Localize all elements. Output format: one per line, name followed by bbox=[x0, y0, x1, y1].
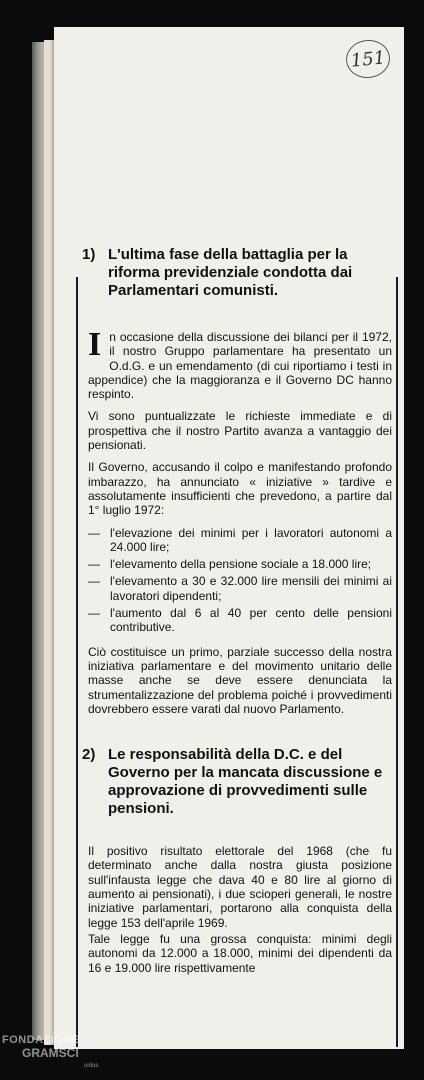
section-1-paragraph-3: Il Governo, accusando il colpo e manifestando profondo imbarazzo, ha annunciato « iniziative » tardive e assolutamente insufficienti che prevedono, a partire dal 1° luglio 1972: bbox=[88, 460, 392, 518]
list-item bbox=[88, 574, 392, 603]
section-1-paragraph-2: Vi sono puntualizzate le richieste immediate e di prospettiva che il nostro Partito avanza a vantaggio dei pensionati. bbox=[88, 409, 392, 453]
section-2-title: Le responsabilità della D.C. e del Governo per la mancata discussione e approvazione di provvedimenti sulle pensioni. bbox=[108, 746, 383, 818]
list-item bbox=[88, 526, 392, 555]
right-column-rule bbox=[396, 277, 398, 1047]
watermark-line-2: GRAMSCI bbox=[22, 1046, 79, 1060]
list-item bbox=[88, 557, 392, 571]
list-item-text: l'aumento dal 6 al 40 per cento delle pensioni contributive. bbox=[110, 606, 392, 635]
section-2-paragraph-2: Tale legge fu una grossa conquista: minimi degli autonomi da 12.000 a 18.000, minimi dei dipendenti da 16 e 19.000 lire rispettivamente bbox=[88, 931, 392, 975]
list-item-text: l'elevamento a 30 e 32.000 lire mensili dei minimi ai lavoratori dipendenti; bbox=[110, 574, 392, 603]
list-dash: — bbox=[88, 574, 100, 589]
list-dash: — bbox=[88, 525, 100, 540]
measures-list bbox=[88, 526, 392, 635]
drop-cap: I bbox=[88, 326, 102, 363]
section-2-body bbox=[88, 844, 392, 975]
section-1-paragraph-4: Ciò costituisce un primo, parziale successo della nostra iniziativa parlamentare e del movimento unitario delle masse anche se deve essere denunciata la strumentalizzazione del problema poiché i provvedimenti dovrebbero essere varati dal nuovo Parlamento. bbox=[88, 644, 392, 716]
section-2-heading bbox=[82, 746, 392, 818]
page-number-stamp: 151 bbox=[344, 38, 392, 80]
list-dash: — bbox=[88, 606, 100, 621]
document-page bbox=[54, 27, 404, 1049]
section-2-paragraph-1: Il positivo risultato elettorale del 1968 (che fu determinato anche dalla nostra giusta posizione sull'infausta legge che dava 40 e 80 lire al giorno di aumento ai pensionati), i due scioperi generali, le nostre iniziative parlamentari, portarono alla conquista della legge 153 dell'aprile 1969. bbox=[88, 844, 392, 930]
list-item-text: l'elevazione dei minimi per i lavoratori autonomi a 24.000 lire; bbox=[110, 525, 392, 554]
section-2-number: 2) bbox=[82, 746, 96, 764]
watermark-line-3: onlus bbox=[84, 1063, 99, 1069]
section-1-body bbox=[88, 326, 392, 716]
section-1-number: 1) bbox=[82, 246, 96, 263]
section-1-heading bbox=[82, 246, 392, 300]
fondazione-gramsci-watermark bbox=[0, 1030, 110, 1078]
watermark-line-1: FONDAZIONE bbox=[2, 1034, 80, 1046]
article-content bbox=[82, 246, 392, 983]
section-1-paragraph-1 bbox=[88, 326, 392, 402]
left-column-rule bbox=[76, 277, 78, 1047]
list-dash: — bbox=[88, 557, 100, 572]
list-item bbox=[88, 606, 392, 635]
list-item-text: l'elevamento della pensione sociale a 18.000 lire; bbox=[110, 557, 372, 572]
section-1-paragraph-1-text: n occasione della discussione dei bilanci per il 1972, il nostro Gruppo parlamentare ha presentato un O.d.G. e un emendamento (di cui riportiamo i testi in appendice) che la maggioranza e il Governo DC hanno respinto. bbox=[88, 330, 392, 402]
section-1-title: L'ultima fase della battaglia per la riforma previdenziale condotta dai Parlamentari comunisti. bbox=[108, 246, 353, 299]
